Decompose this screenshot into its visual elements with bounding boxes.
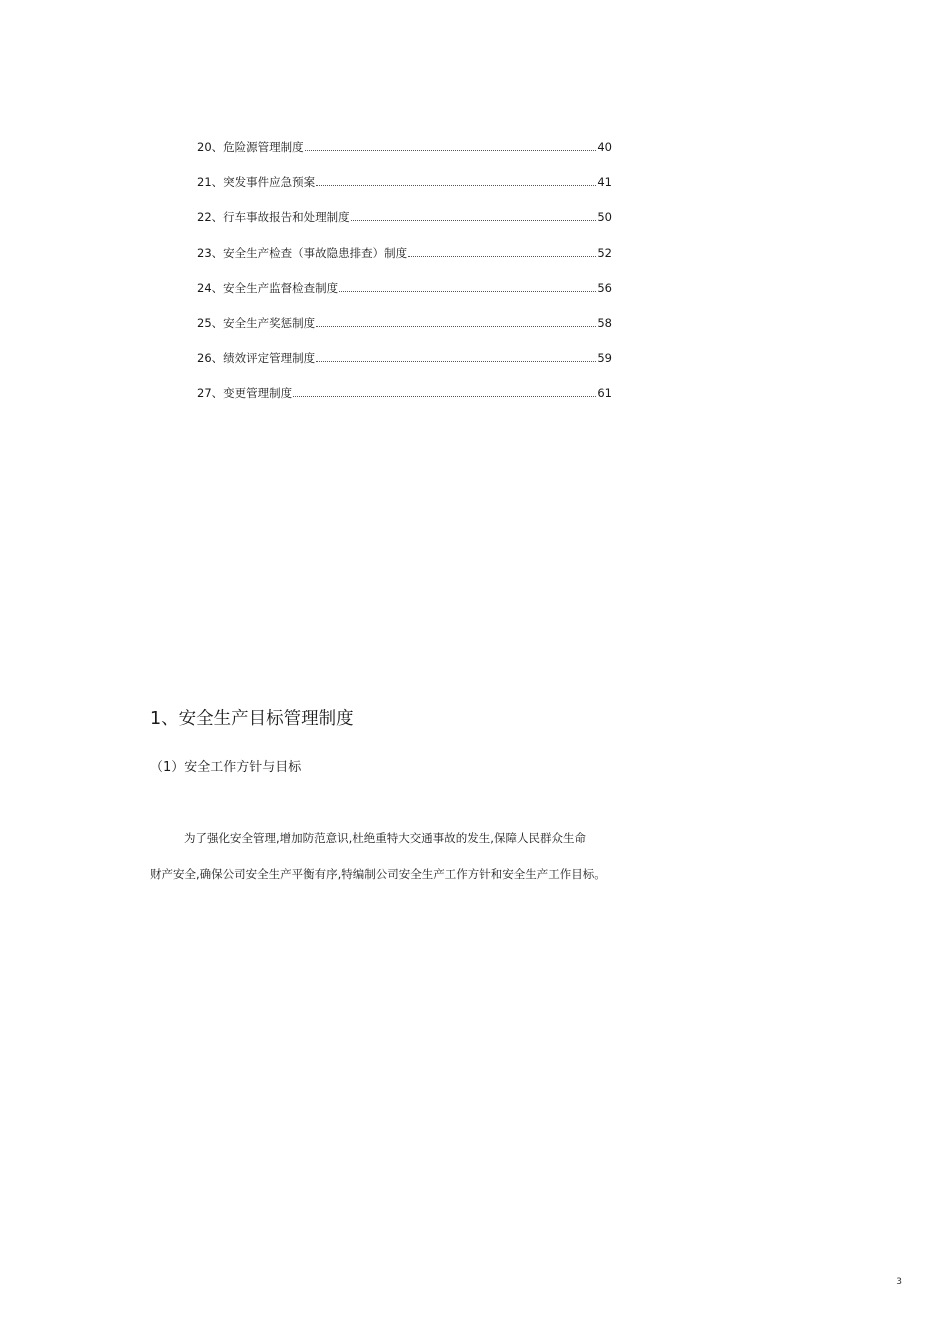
toc-entry-page: 41 [597, 175, 612, 190]
toc-dot-leader [408, 256, 596, 257]
toc-dot-leader [351, 220, 597, 221]
toc-entry[interactable] [197, 172, 612, 207]
toc-entry-page: 56 [597, 280, 612, 295]
toc-entry-title: 25、安全生产奖惩制度 [197, 315, 316, 330]
body-paragraph-line-1: 为了强化安全管理,增加防范意识,杜绝重特大交通事故的发生,保障人民群众生命 [184, 831, 586, 845]
toc-dot-leader [316, 326, 596, 327]
toc-dot-leader [316, 361, 596, 362]
toc-entry-title: 27、变更管理制度 [197, 386, 293, 401]
toc-entry-page: 59 [597, 351, 612, 366]
toc-entry-title: 24、安全生产监督检查制度 [197, 280, 339, 295]
toc-entry-page: 52 [597, 245, 612, 260]
toc-dot-leader [339, 291, 596, 292]
toc-entry-title: 22、行车事故报告和处理制度 [197, 210, 350, 225]
toc-entry[interactable] [197, 348, 612, 383]
toc-entry-page: 61 [597, 386, 612, 401]
body-paragraph-line-2: 财产安全,确保公司安全生产平衡有序,特编制公司安全生产工作方针和安全生产工作目标。 [150, 867, 606, 881]
toc-entry[interactable] [197, 313, 612, 348]
toc-entry[interactable] [197, 278, 612, 313]
table-of-contents [197, 137, 612, 419]
toc-entry[interactable] [197, 207, 612, 242]
toc-entry-title: 21、突发事件应急预案 [197, 175, 316, 190]
toc-entry[interactable] [197, 137, 612, 172]
toc-dot-leader [293, 396, 596, 397]
toc-dot-leader [316, 185, 596, 186]
page-number: 3 [896, 1277, 902, 1287]
toc-entry-title: 20、危险源管理制度 [197, 140, 304, 154]
section-subheading: （1）安全工作方针与目标 [150, 760, 302, 775]
toc-entry-title: 26、绩效评定管理制度 [197, 351, 316, 366]
toc-entry[interactable] [197, 243, 612, 278]
toc-dot-leader [305, 150, 597, 151]
toc-entry[interactable] [197, 383, 612, 418]
toc-entry-page: 50 [597, 210, 612, 225]
section-heading: 1、安全生产目标管理制度 [150, 709, 354, 729]
toc-entry-title: 23、安全生产检查（事故隐患排查）制度 [197, 245, 408, 260]
toc-entry-page: 58 [597, 315, 612, 330]
toc-entry-page: 40 [597, 140, 612, 154]
